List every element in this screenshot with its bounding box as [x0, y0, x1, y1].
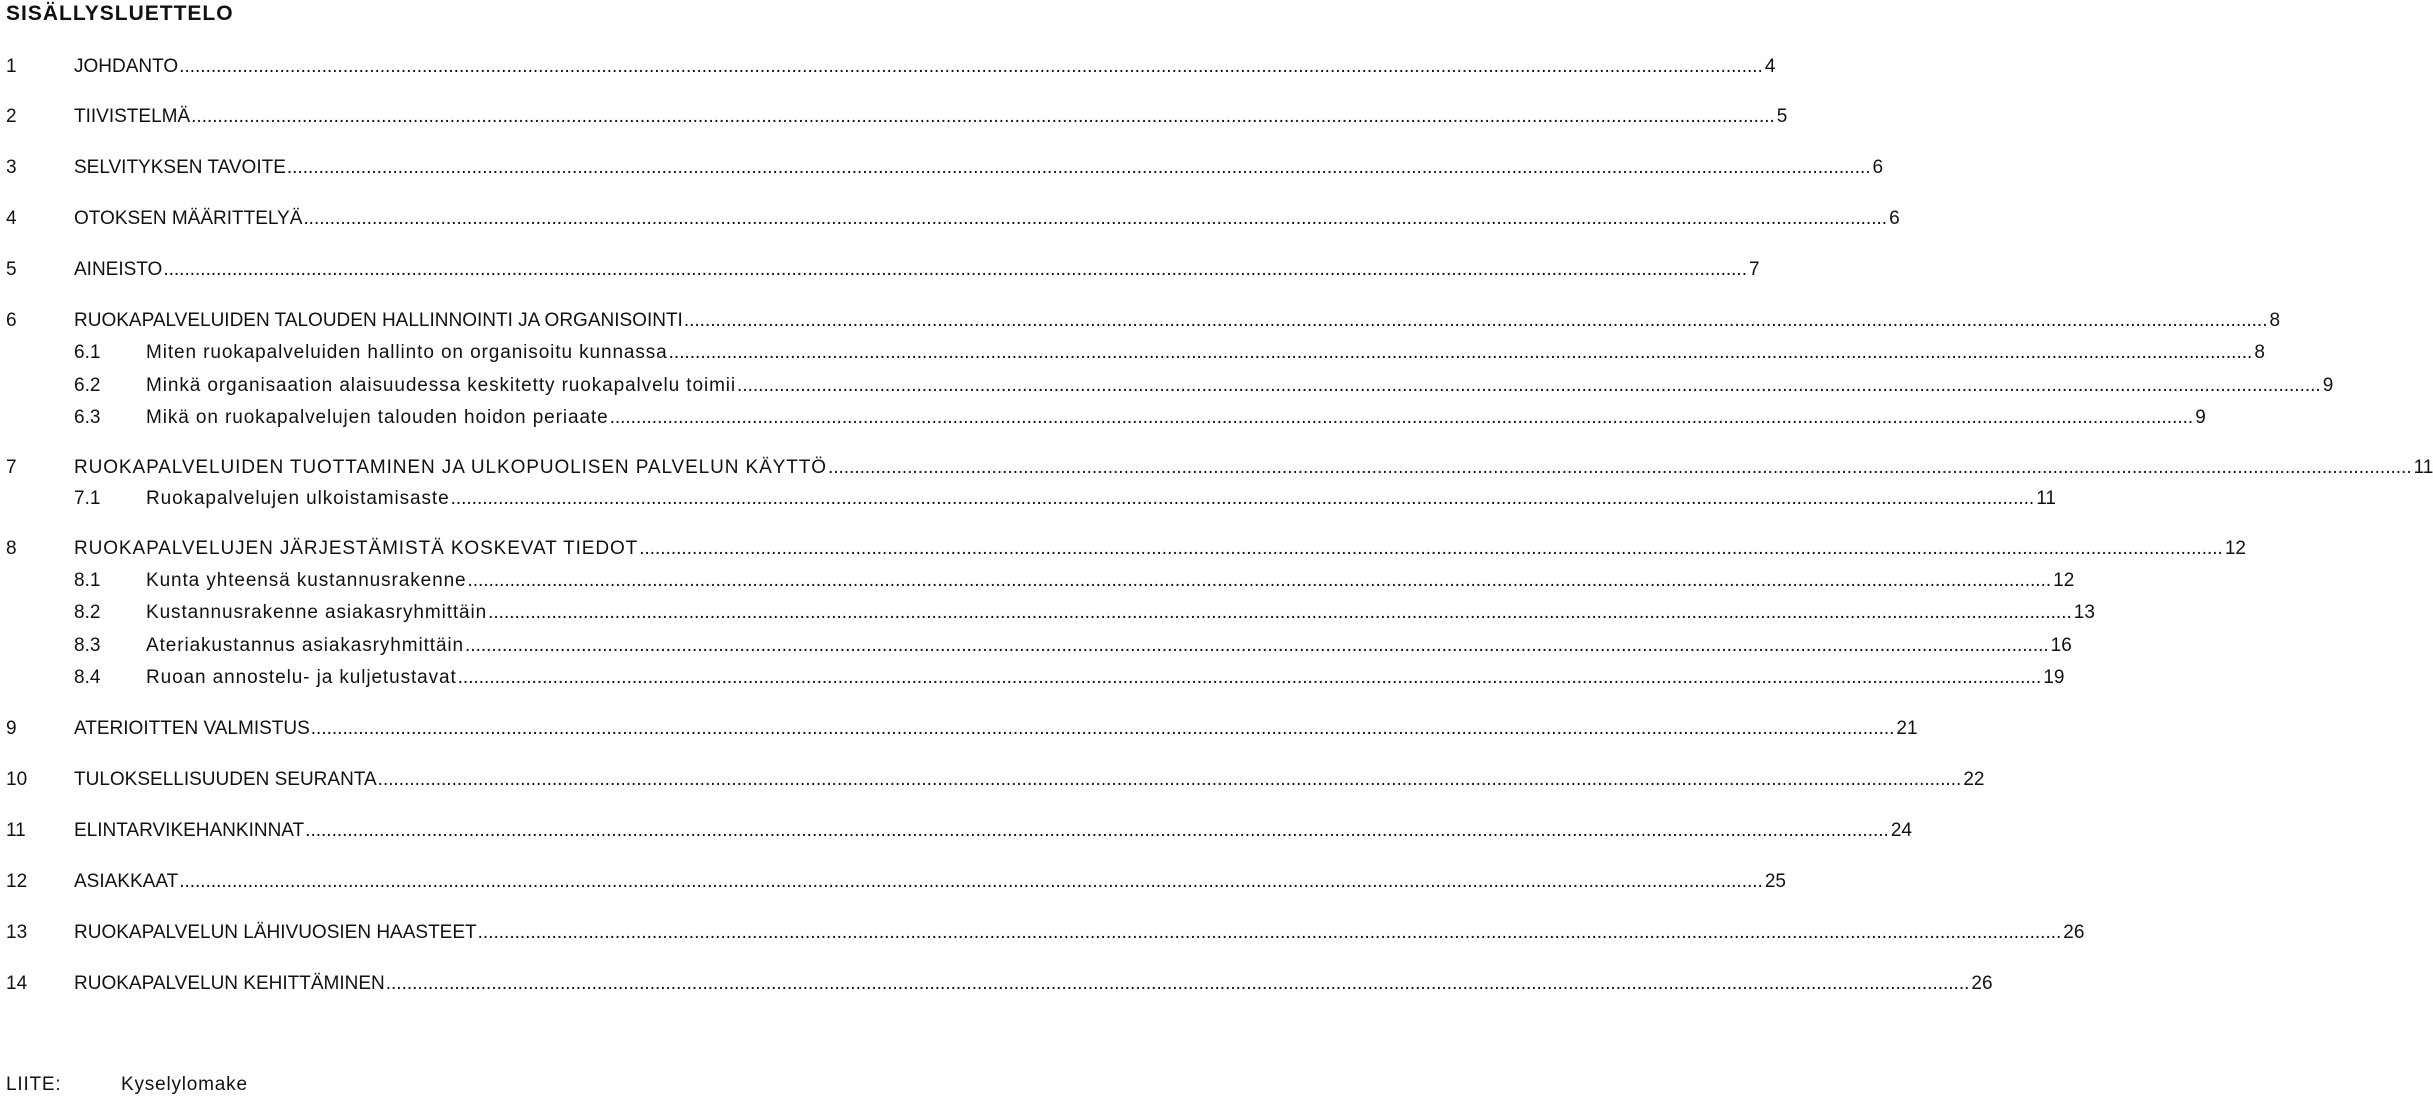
toc-entry-label: Minkä organisaation alaisuudessa keskitetty ruokapalvelu toimii: [146, 375, 737, 396]
dot-leader: ............................................................................................................................................................................................................................................................................................................: [377, 769, 1962, 790]
dot-leader: ............................................................................................................................................................................................................................................................................................................: [179, 871, 1763, 892]
toc-entry-number: 5: [6, 259, 17, 280]
toc-entry-page: 8: [2254, 342, 2265, 363]
toc-entry-label: SELVITYKSEN TAVOITE: [74, 157, 286, 178]
toc-entry-number: 9: [6, 718, 17, 739]
dot-leader: ............................................................................................................................................................................................................................................................................................................: [609, 407, 2194, 428]
dot-leader: ............................................................................................................................................................................................................................................................................................................: [286, 157, 1871, 178]
dot-leader: ............................................................................................................................................................................................................................................................................................................: [303, 208, 1888, 229]
toc-entry-page: 9: [2322, 375, 2334, 396]
toc-entry-label: ELINTARVIKEHANKINNAT: [74, 820, 305, 841]
toc-entry-page: 21: [1896, 718, 1918, 739]
dot-leader: ............................................................................................................................................................................................................................................................................................................: [737, 375, 2321, 396]
toc-entry-number: 8.3: [74, 635, 101, 656]
toc-entry-page: 6: [1889, 208, 1900, 229]
toc-entry-page: 6: [1872, 157, 1884, 178]
toc-entry-number: 13: [6, 922, 28, 943]
toc-entry-number: 6: [6, 310, 17, 331]
toc-entry-label: Kustannusrakenne asiakasryhmittäin: [146, 602, 488, 623]
toc-entry-label: RUOKAPALVELUJEN JÄRJESTÄMISTÄ KOSKEVAT TIEDOT: [74, 538, 639, 559]
toc-entry-number: 7: [6, 457, 17, 478]
toc-entry-label: RUOKAPALVELUIDEN TALOUDEN HALLINNOINTI JA ORGANISOINTI: [74, 310, 683, 331]
toc-entry-page: 26: [2063, 922, 2085, 943]
toc-entry-label: Kunta yhteensä kustannusrakenne: [146, 570, 467, 591]
toc-entry-page: 5: [1776, 106, 1788, 127]
toc-entry-page: 12: [2224, 538, 2246, 559]
toc-entry-page: 24: [1890, 820, 1912, 841]
dot-leader: ............................................................................................................................................................................................................................................................................................................: [465, 635, 2049, 656]
toc-entry-page: 9: [2195, 407, 2206, 428]
toc-entry-page: 11: [2413, 457, 2433, 478]
toc-entry-label: RUOKAPALVELUN LÄHIVUOSIEN HAASTEET: [74, 922, 477, 943]
toc-entry-label: AINEISTO: [74, 259, 163, 280]
toc-entry-number: 2: [6, 106, 17, 127]
dot-leader: ............................................................................................................................................................................................................................................................................................................: [310, 718, 1895, 739]
toc-entry-number: 12: [6, 871, 28, 892]
toc-entry-number: 14: [6, 973, 28, 994]
toc-entry-number: 8: [6, 538, 17, 559]
toc-entry-number: 6.1: [74, 342, 101, 363]
toc-entry-label: RUOKAPALVELUIDEN TUOTTAMINEN JA ULKOPUOLISEN PALVELUN KÄYTTÖ: [74, 457, 827, 478]
toc-entry-page: 8: [2269, 310, 2281, 331]
toc-entry-number: 1: [6, 56, 17, 77]
dot-leader: ............................................................................................................................................................................................................................................................................................................: [488, 602, 2072, 623]
toc-entry-label: Ruoan annostelu- ja kuljetustavat: [146, 667, 457, 688]
toc-entry-page: 11: [2036, 488, 2056, 509]
toc-entry-page: 19: [2043, 667, 2065, 688]
toc-entry-label: Mikä on ruokapalvelujen talouden hoidon periaate: [146, 407, 609, 428]
toc-title: SISÄLLYSLUETTELO: [6, 2, 234, 25]
toc-entry-label: TIIVISTELMÄ: [74, 106, 191, 127]
toc-entry-label: ASIAKKAAT: [74, 871, 179, 892]
appendix-value: Kyselylomake: [121, 1074, 248, 1095]
appendix-label: LIITE:: [6, 1074, 62, 1095]
dot-leader: ............................................................................................................................................................................................................................................................................................................: [467, 570, 2052, 591]
toc-entry-page: 4: [1764, 56, 1776, 77]
dot-leader: ............................................................................................................................................................................................................................................................................................................: [457, 667, 2042, 688]
toc-entry-page: 7: [1749, 259, 1760, 280]
toc-entry-number: 6.2: [74, 375, 101, 396]
toc-entry-number: 8.1: [74, 570, 101, 591]
toc-entry-page: 12: [2053, 570, 2075, 591]
toc-entry-page: 25: [1764, 871, 1786, 892]
toc-entry-number: 4: [6, 208, 17, 229]
appendix-line: [0, 1072, 960, 1098]
toc-entry-number: 7.1: [74, 488, 101, 509]
toc-entry-number: 3: [6, 157, 17, 178]
dot-leader: ............................................................................................................................................................................................................................................................................................................: [163, 259, 1747, 280]
dot-leader: ............................................................................................................................................................................................................................................................................................................: [305, 820, 1889, 841]
dot-leader: ............................................................................................................................................................................................................................................................................................................: [477, 922, 2062, 943]
toc-entry-number: 11: [6, 820, 26, 841]
toc-entry-number: 8.2: [74, 602, 101, 623]
toc-entry-number: 8.4: [74, 667, 101, 688]
toc-entry-label: Ateriakustannus asiakasryhmittäin: [146, 635, 465, 656]
toc-entry-label: Ruokapalvelujen ulkoistamisaste: [146, 488, 450, 509]
dot-leader: ............................................................................................................................................................................................................................................................................................................: [827, 457, 2412, 478]
dot-leader: ............................................................................................................................................................................................................................................................................................................: [179, 56, 1763, 77]
toc-entry-page: 13: [2073, 602, 2095, 623]
toc-entry-page: 16: [2050, 635, 2072, 656]
dot-leader: ............................................................................................................................................................................................................................................................................................................: [639, 538, 2223, 559]
toc-entry-page: 22: [1963, 769, 1985, 790]
toc-entry-label: ATERIOITTEN VALMISTUS: [74, 718, 310, 739]
toc-entry-number: 6.3: [74, 407, 101, 428]
dot-leader: ............................................................................................................................................................................................................................................................................................................: [683, 310, 2268, 331]
toc-entry-label: Miten ruokapalveluiden hallinto on organisoitu kunnassa: [146, 342, 668, 363]
toc-entry-label: OTOKSEN MÄÄRITTELYÄ: [74, 208, 303, 229]
dot-leader: ............................................................................................................................................................................................................................................................................................................: [668, 342, 2253, 363]
toc-entry-label: TULOKSELLISUUDEN SEURANTA: [74, 769, 377, 790]
toc-entry-label: RUOKAPALVELUN KEHITTÄMINEN: [74, 973, 385, 994]
toc-entry-number: 10: [6, 769, 28, 790]
dot-leader: ............................................................................................................................................................................................................................................................................................................: [450, 488, 2035, 509]
toc-entry-label: JOHDANTO: [74, 56, 179, 77]
toc-entry-page: 26: [1971, 973, 1993, 994]
dot-leader: ............................................................................................................................................................................................................................................................................................................: [385, 973, 1970, 994]
dot-leader: ............................................................................................................................................................................................................................................................................................................: [191, 106, 1775, 127]
